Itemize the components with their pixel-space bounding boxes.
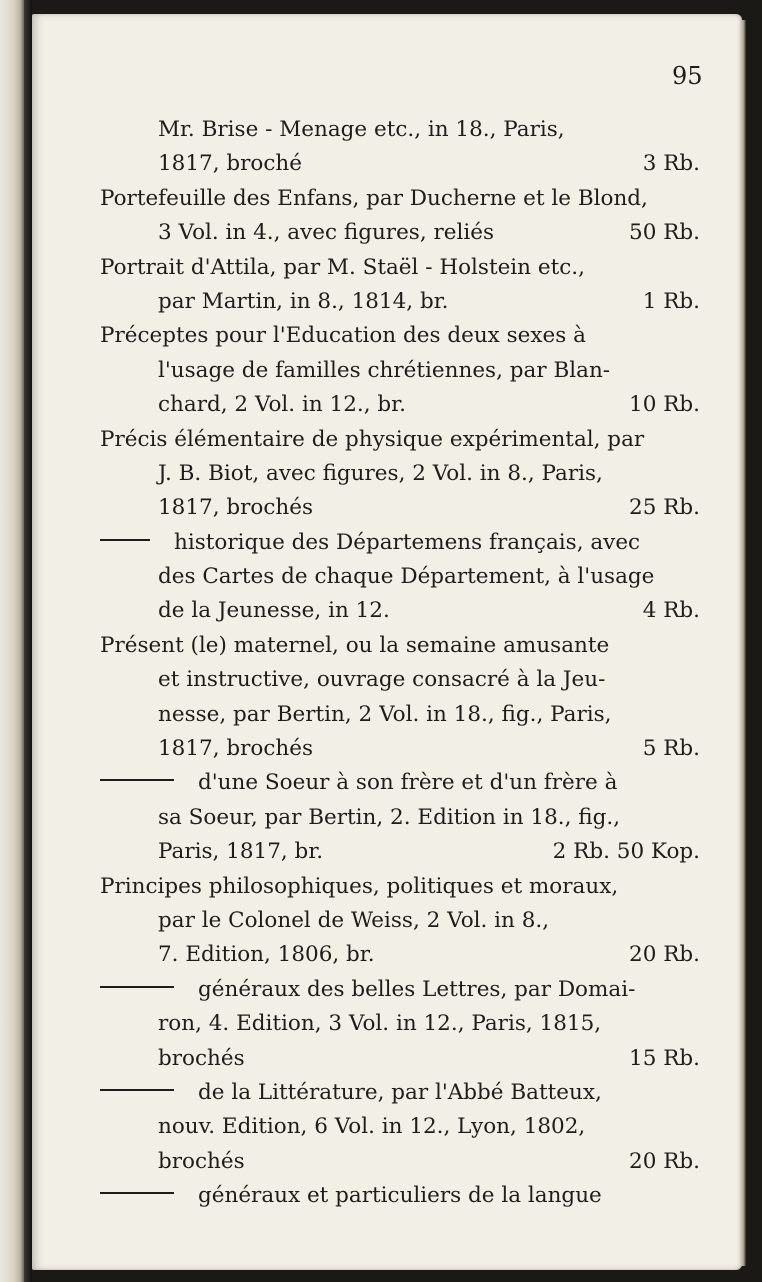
ditto-dash (100, 1192, 174, 1194)
page-fore-edge (740, 20, 746, 1266)
catalog-line-text (158, 938, 375, 972)
catalog-line-text (158, 216, 494, 250)
entry-text: de la Littérature, par l'Abbé Batteux, (198, 1079, 602, 1105)
catalog-line-text (158, 147, 302, 181)
entry-text: d'une Soeur à son frère et d'un frère à (198, 770, 618, 796)
catalog-line (100, 973, 700, 1007)
entry-text: Présent (le) maternel, ou la semaine amusante (100, 632, 610, 658)
catalog-line-text (158, 1007, 601, 1041)
entry-text: nesse, par Bertin, 2 Vol. in 18., fig., Paris, (158, 701, 612, 727)
catalog-line-text (158, 1110, 585, 1144)
catalog-line (100, 216, 700, 250)
catalog-line-text (100, 251, 585, 285)
facing-page-edge (0, 0, 24, 1282)
entry-text: Précis élémentaire de physique expérimental, par (100, 426, 645, 452)
catalog-line (100, 1007, 700, 1041)
entry-text: 3 Vol. in 4., avec figures, reliés (158, 220, 495, 246)
catalog-line-text (158, 663, 605, 697)
entry-text: 1817, broché (158, 151, 302, 177)
catalog-line-text (158, 491, 313, 525)
catalog-line (100, 457, 700, 491)
catalog-line-text (158, 560, 654, 594)
entry-price: 25 Rb. (629, 495, 700, 521)
entry-text: Préceptes pour l'Education des deux sexes à (100, 323, 586, 349)
entry-price: 1 Rb. (642, 288, 700, 314)
catalog-line (100, 491, 700, 525)
page-number: 95 (672, 62, 703, 90)
catalog-line (100, 594, 700, 628)
entry-price: 5 Rb. (642, 736, 700, 762)
catalog-line-text (158, 1145, 245, 1179)
entry-text: Mr. Brise - Menage etc., in 18., Paris, (158, 117, 565, 142)
catalog-line-text (158, 457, 603, 491)
entry-text: par Martin, in 8., 1814, br. (158, 288, 449, 314)
catalog-line-text (100, 766, 617, 800)
entry-price: 10 Rb. (629, 392, 700, 418)
entry-price: 4 Rb. (642, 598, 700, 624)
catalog-line (100, 423, 700, 457)
catalog-line-text (158, 285, 448, 319)
book-gutter (24, 0, 32, 1282)
catalog-line (100, 1042, 700, 1076)
entry-price: 50 Rb. (629, 220, 700, 246)
catalog-line (100, 904, 700, 938)
entry-text: 7. Edition, 1806, br. (158, 942, 375, 968)
entry-text: généraux des belles Lettres, par Domai- (198, 976, 636, 1002)
catalog-line-text (100, 319, 586, 353)
entry-price: 3 Rb. (642, 151, 700, 177)
catalog-line (100, 388, 700, 422)
entry-text: par le Colonel de Weiss, 2 Vol. in 8., (158, 907, 550, 933)
ditto-dash (100, 539, 150, 541)
entry-text: nouv. Edition, 6 Vol. in 12., Lyon, 1802, (158, 1114, 586, 1140)
entry-text: Paris, 1817, br. (158, 839, 324, 865)
catalog-line-text (100, 1179, 602, 1213)
catalog-line (100, 663, 700, 697)
entry-text: généraux et particuliers de la langue (198, 1183, 602, 1209)
catalog-line (100, 526, 700, 560)
entry-text: Principes philosophiques, politiques et moraux, (100, 873, 619, 899)
catalog-line (100, 1110, 700, 1144)
catalog-text (100, 113, 700, 1214)
catalog-line-text (158, 835, 323, 869)
entry-price: 20 Rb. (629, 1148, 700, 1174)
catalog-line (100, 732, 700, 766)
ditto-dash (100, 1089, 174, 1091)
catalog-line-text (158, 801, 620, 835)
ditto-dash (100, 779, 174, 781)
catalog-line-text (100, 870, 618, 904)
entry-text: sa Soeur, par Bertin, 2. Edition in 18., fig., (158, 804, 621, 830)
catalog-line (100, 147, 700, 181)
catalog-line (100, 629, 700, 663)
catalog-line (100, 1145, 700, 1179)
entry-text: Portefeuille des Enfans, par Ducherne et le Blond, (100, 185, 648, 211)
catalog-line (100, 766, 700, 800)
catalog-line (100, 560, 700, 594)
catalog-line-text (158, 594, 390, 628)
catalog-line-text (100, 973, 635, 1007)
catalog-line (100, 251, 700, 285)
entry-price: 20 Rb. (629, 942, 700, 968)
entry-text: brochés (158, 1148, 245, 1174)
catalog-line (100, 182, 700, 216)
catalog-line (100, 870, 700, 904)
catalog-line-text (100, 182, 648, 216)
catalog-line (100, 285, 700, 319)
entry-price: 2 Rb. 50 Kop. (552, 839, 700, 865)
entry-text: 1817, brochés (158, 495, 314, 521)
catalog-line-text (158, 388, 406, 422)
catalog-line-text (158, 354, 610, 388)
catalog-line-text (100, 423, 644, 457)
entry-text: l'usage de familles chrétiennes, par Blan- (158, 357, 611, 383)
entry-price: 15 Rb. (629, 1045, 700, 1071)
catalog-line (100, 354, 700, 388)
entry-text: J. B. Biot, avec figures, 2 Vol. in 8., Paris, (158, 460, 603, 486)
entry-text: de la Jeunesse, in 12. (158, 598, 390, 624)
entry-text: 1817, brochés (158, 736, 314, 762)
entry-text: ron, 4. Edition, 3 Vol. in 12., Paris, 1815, (158, 1011, 602, 1037)
entry-text: brochés (158, 1045, 245, 1071)
catalog-line-text (100, 526, 640, 560)
entry-text: des Cartes de chaque Département, à l'usage (158, 564, 655, 590)
catalog-line-text (100, 1076, 602, 1110)
catalog-line-text (158, 732, 313, 766)
catalog-line (100, 1076, 700, 1110)
catalog-line (100, 698, 700, 732)
ditto-dash (100, 986, 174, 988)
catalog-line-text (158, 698, 611, 732)
catalog-line (100, 938, 700, 972)
catalog-line-text (158, 1042, 245, 1076)
entry-text: Portrait d'Attila, par M. Staël - Holstein etc., (100, 254, 585, 280)
catalog-line (100, 835, 700, 869)
catalog-line (100, 1179, 700, 1213)
catalog-line (100, 319, 700, 353)
entry-text: et instructive, ouvrage consacré à la Jeu- (158, 667, 606, 693)
catalog-line-text (158, 113, 565, 147)
catalog-line-text (158, 904, 549, 938)
catalog-line-text (100, 629, 609, 663)
entry-text: historique des Départemens français, avec (174, 529, 641, 555)
catalog-line (100, 801, 700, 835)
catalog-line (100, 113, 700, 147)
entry-text: chard, 2 Vol. in 12., br. (158, 392, 406, 418)
